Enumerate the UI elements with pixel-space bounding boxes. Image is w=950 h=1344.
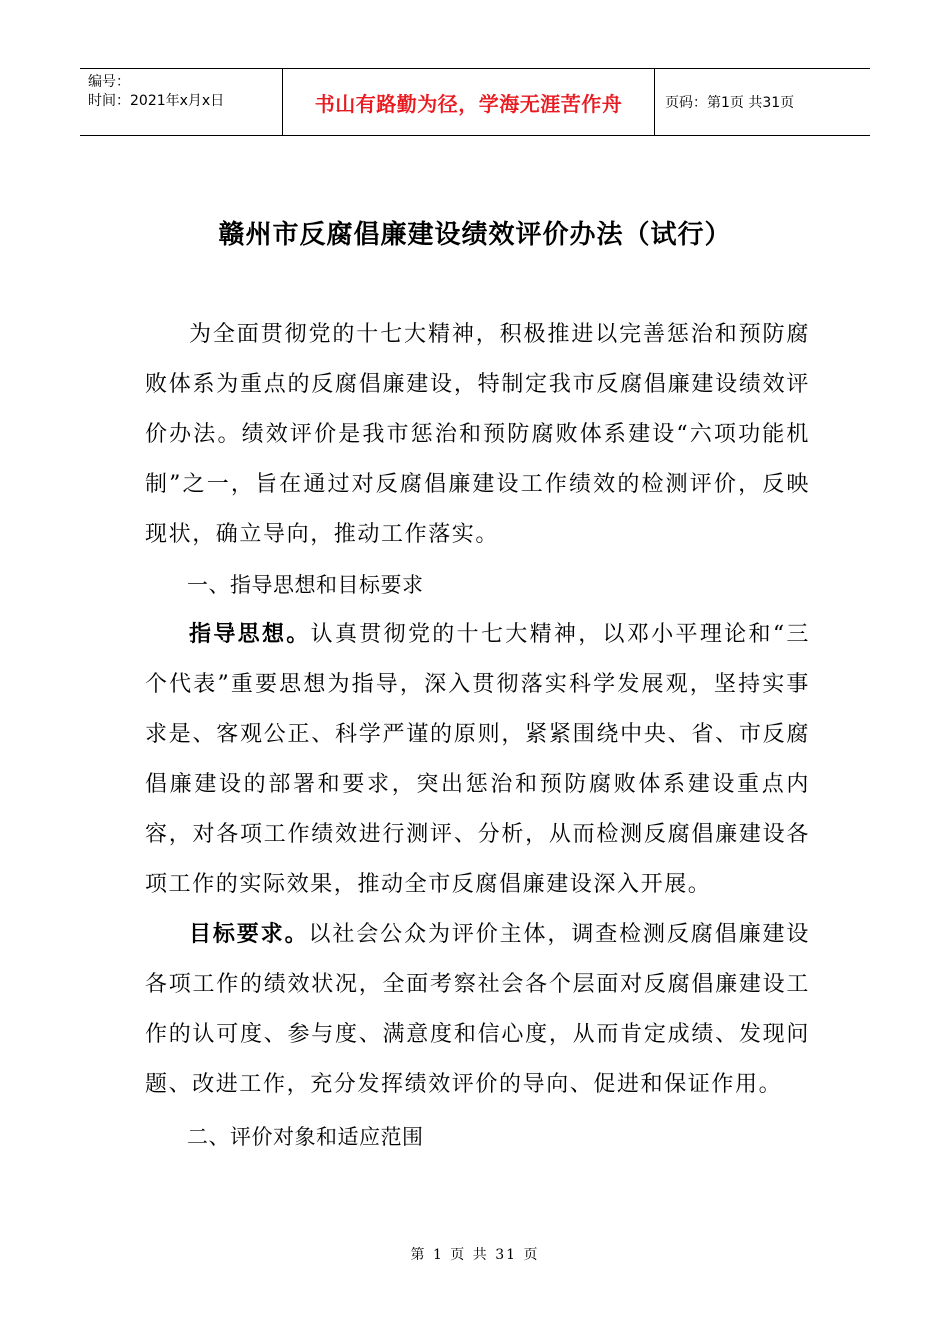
goal-lead: 目标要求。 — [189, 922, 309, 947]
document-body — [145, 310, 810, 1162]
section-heading-1: 一、指导思想和目标要求 — [187, 573, 424, 597]
guiding-lead: 指导思想。 — [189, 622, 311, 647]
document-number-label: 编号： — [88, 74, 130, 90]
document-time-label: 时间：2021年x月x日 — [88, 93, 225, 109]
header-meta-cell — [80, 69, 283, 135]
goal-text: 以社会公众为评价主体，调查检测反腐倡廉建设各项工作的绩效状况，全面考察社会各个层面对反腐倡廉建设工作的认可度、参与度、满意度和信心度，从而肯定成绩、发现问题、改进工作，充分发挥绩效评价的导向、促进和保证作用。 — [145, 922, 810, 1097]
header-table — [80, 68, 870, 136]
intro-paragraph: 为全面贯彻党的十七大精神，积极推进以完善惩治和预防腐败体系为重点的反腐倡廉建设，特制定我市反腐倡廉建设绩效评价办法。绩效评价是我市惩治和预防腐败体系建设“六项功能机制”之一，旨在通过对反腐倡廉建设工作绩效的检测评价，反映现状，确立导向，推动工作落实。 — [145, 322, 810, 547]
guiding-paragraph — [145, 610, 810, 910]
guiding-text: 认真贯彻党的十七大精神，以邓小平理论和“三个代表”重要思想为指导，深入贯彻落实科学发展观，坚持实事求是、客观公正、科学严谨的原则，紧紧围绕中央、省、市反腐倡廉建设的部署和要求，突出惩治和预防腐败体系建设重点内容，对各项工作绩效进行测评、分析，从而检测反腐倡廉建设各项工作的实际效果，推动全市反腐倡廉建设深入开展。 — [145, 622, 810, 897]
page-footer: 第 1 页 共 31 页 — [410, 1247, 540, 1263]
goal-paragraph — [145, 910, 810, 1110]
header-page-info: 页码：第1页 共31页 — [665, 95, 795, 111]
section-heading-2: 二、评价对象和适应范围 — [187, 1125, 424, 1149]
document-title: 赣州市反腐倡廉建设绩效评价办法（试行） — [218, 220, 732, 250]
header-motto: 书山有路勤为径，学海无涯苦作舟 — [283, 69, 655, 135]
